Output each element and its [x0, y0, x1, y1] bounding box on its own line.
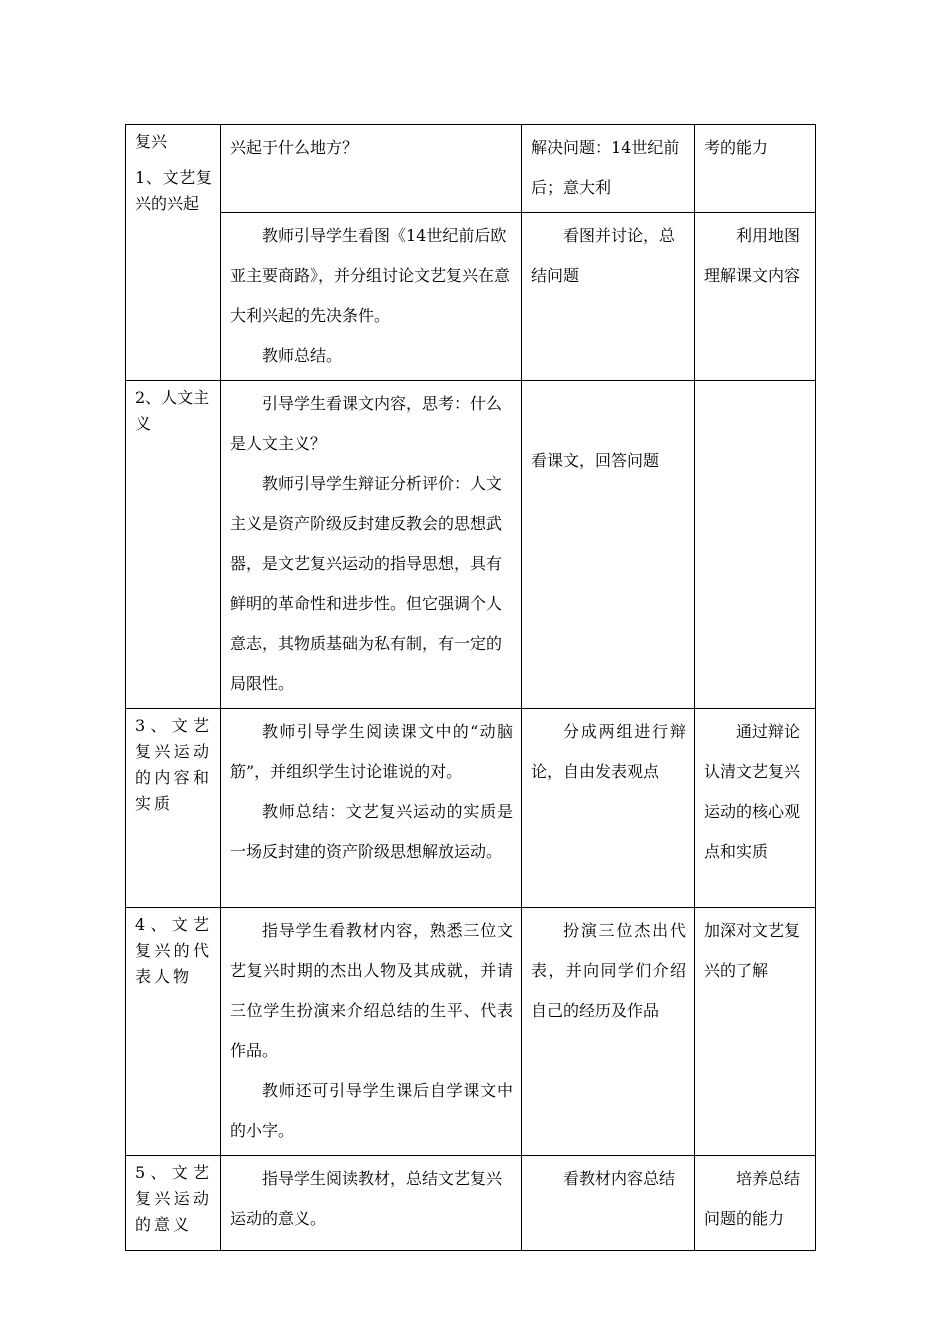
purpose-cell: [695, 381, 816, 709]
section-title: 复兴: [135, 132, 168, 151]
student-activity-cell: [522, 709, 695, 908]
teacher-activity-cell: [221, 125, 522, 213]
teacher-activity-text: 兴起于什么地方？: [230, 138, 359, 157]
student-activity-text: 分成两组进行辩论，自由发表观点: [531, 722, 686, 781]
student-activity-text: 看课文，回答问题: [531, 451, 660, 470]
teacher-activity-cell: [221, 381, 522, 709]
table-row: [126, 709, 816, 908]
teacher-activity-cell: [221, 1156, 522, 1251]
table-row: [126, 125, 816, 213]
section-cell: [126, 381, 221, 709]
purpose-cell: [695, 1156, 816, 1251]
section-title: 2、人文主义: [135, 388, 210, 433]
purpose-text: 加深对文艺复兴的了解: [704, 921, 801, 980]
table-row: [126, 213, 816, 381]
section-cell: [126, 709, 221, 908]
section-cell: [126, 908, 221, 1156]
teacher-activity-text: 指导学生看教材内容，熟悉三位文艺复兴时期的杰出人物及其成就，并请三位学生扮演来介绍总结的生平、代表作品。: [230, 921, 513, 1060]
purpose-text: 考的能力: [704, 138, 769, 157]
teacher-activity-text: 教师还可引导学生课后自学课文中的小字。: [230, 1081, 513, 1140]
purpose-cell: [695, 709, 816, 908]
section-cell: [126, 125, 221, 381]
purpose-cell: [695, 125, 816, 213]
teacher-activity-text: 教师引导学生看图《14世纪前后欧亚主要商路》，并分组讨论文艺复兴在意大利兴起的先决条件。: [230, 226, 511, 325]
teacher-activity-text: 指导学生阅读教材，总结文艺复兴运动的意义。: [230, 1169, 503, 1228]
student-activity-cell: [522, 125, 695, 213]
purpose-text: 通过辩论认清文艺复兴运动的核心观点和实质: [704, 722, 801, 861]
teacher-activity-cell: [221, 709, 522, 908]
teacher-activity-text: 教师引导学生辩证分析评价：人文主义是资产阶级反封建反教会的思想武器，是文艺复兴运动的指导思想，具有鲜明的革命性和进步性。但它强调个人意志，其物质基础为私有制，有一定的局限性。: [230, 474, 503, 693]
section-title: 5、文艺复兴运动的意义: [135, 1163, 212, 1234]
table-row: [126, 381, 816, 709]
purpose-text: 培养总结问题的能力: [704, 1169, 801, 1228]
student-activity-cell: [522, 381, 695, 709]
teacher-activity-text: 引导学生看课文内容，思考：什么是人文主义？: [230, 394, 503, 453]
student-activity-cell: [522, 1156, 695, 1251]
student-activity-cell: [522, 213, 695, 381]
lesson-plan-table: [125, 124, 816, 1251]
table-row: [126, 908, 816, 1156]
purpose-text: 利用地图理解课文内容: [704, 226, 801, 285]
teacher-activity-cell: [221, 908, 522, 1156]
purpose-cell: [695, 908, 816, 1156]
student-activity-cell: [522, 908, 695, 1156]
table-row: [126, 1156, 816, 1251]
student-activity-text: 看教材内容总结: [563, 1169, 676, 1188]
purpose-cell: [695, 213, 816, 381]
student-activity-text: 看图并讨论，总结问题: [531, 226, 676, 285]
teacher-activity-cell: [221, 213, 522, 381]
section-cell: [126, 1156, 221, 1251]
teacher-activity-text: 教师总结。: [262, 346, 343, 365]
student-activity-text: 扮演三位杰出代表，并向同学们介绍自己的经历及作品: [531, 921, 686, 1020]
teacher-activity-text: 教师引导学生阅读课文中的“动脑筋”，并组织学生讨论谁说的对。: [230, 722, 513, 781]
section-title: 3、文艺复兴运动的内容和实质: [135, 716, 212, 813]
section-title: 1、文艺复兴的兴起: [135, 168, 212, 213]
section-title: 4、文艺复兴的代表人物: [135, 915, 212, 986]
teacher-activity-text: 教师总结：文艺复兴运动的实质是一场反封建的资产阶级思想解放运动。: [230, 802, 513, 861]
student-activity-text: 解决问题：14世纪前后；意大利: [531, 138, 680, 197]
